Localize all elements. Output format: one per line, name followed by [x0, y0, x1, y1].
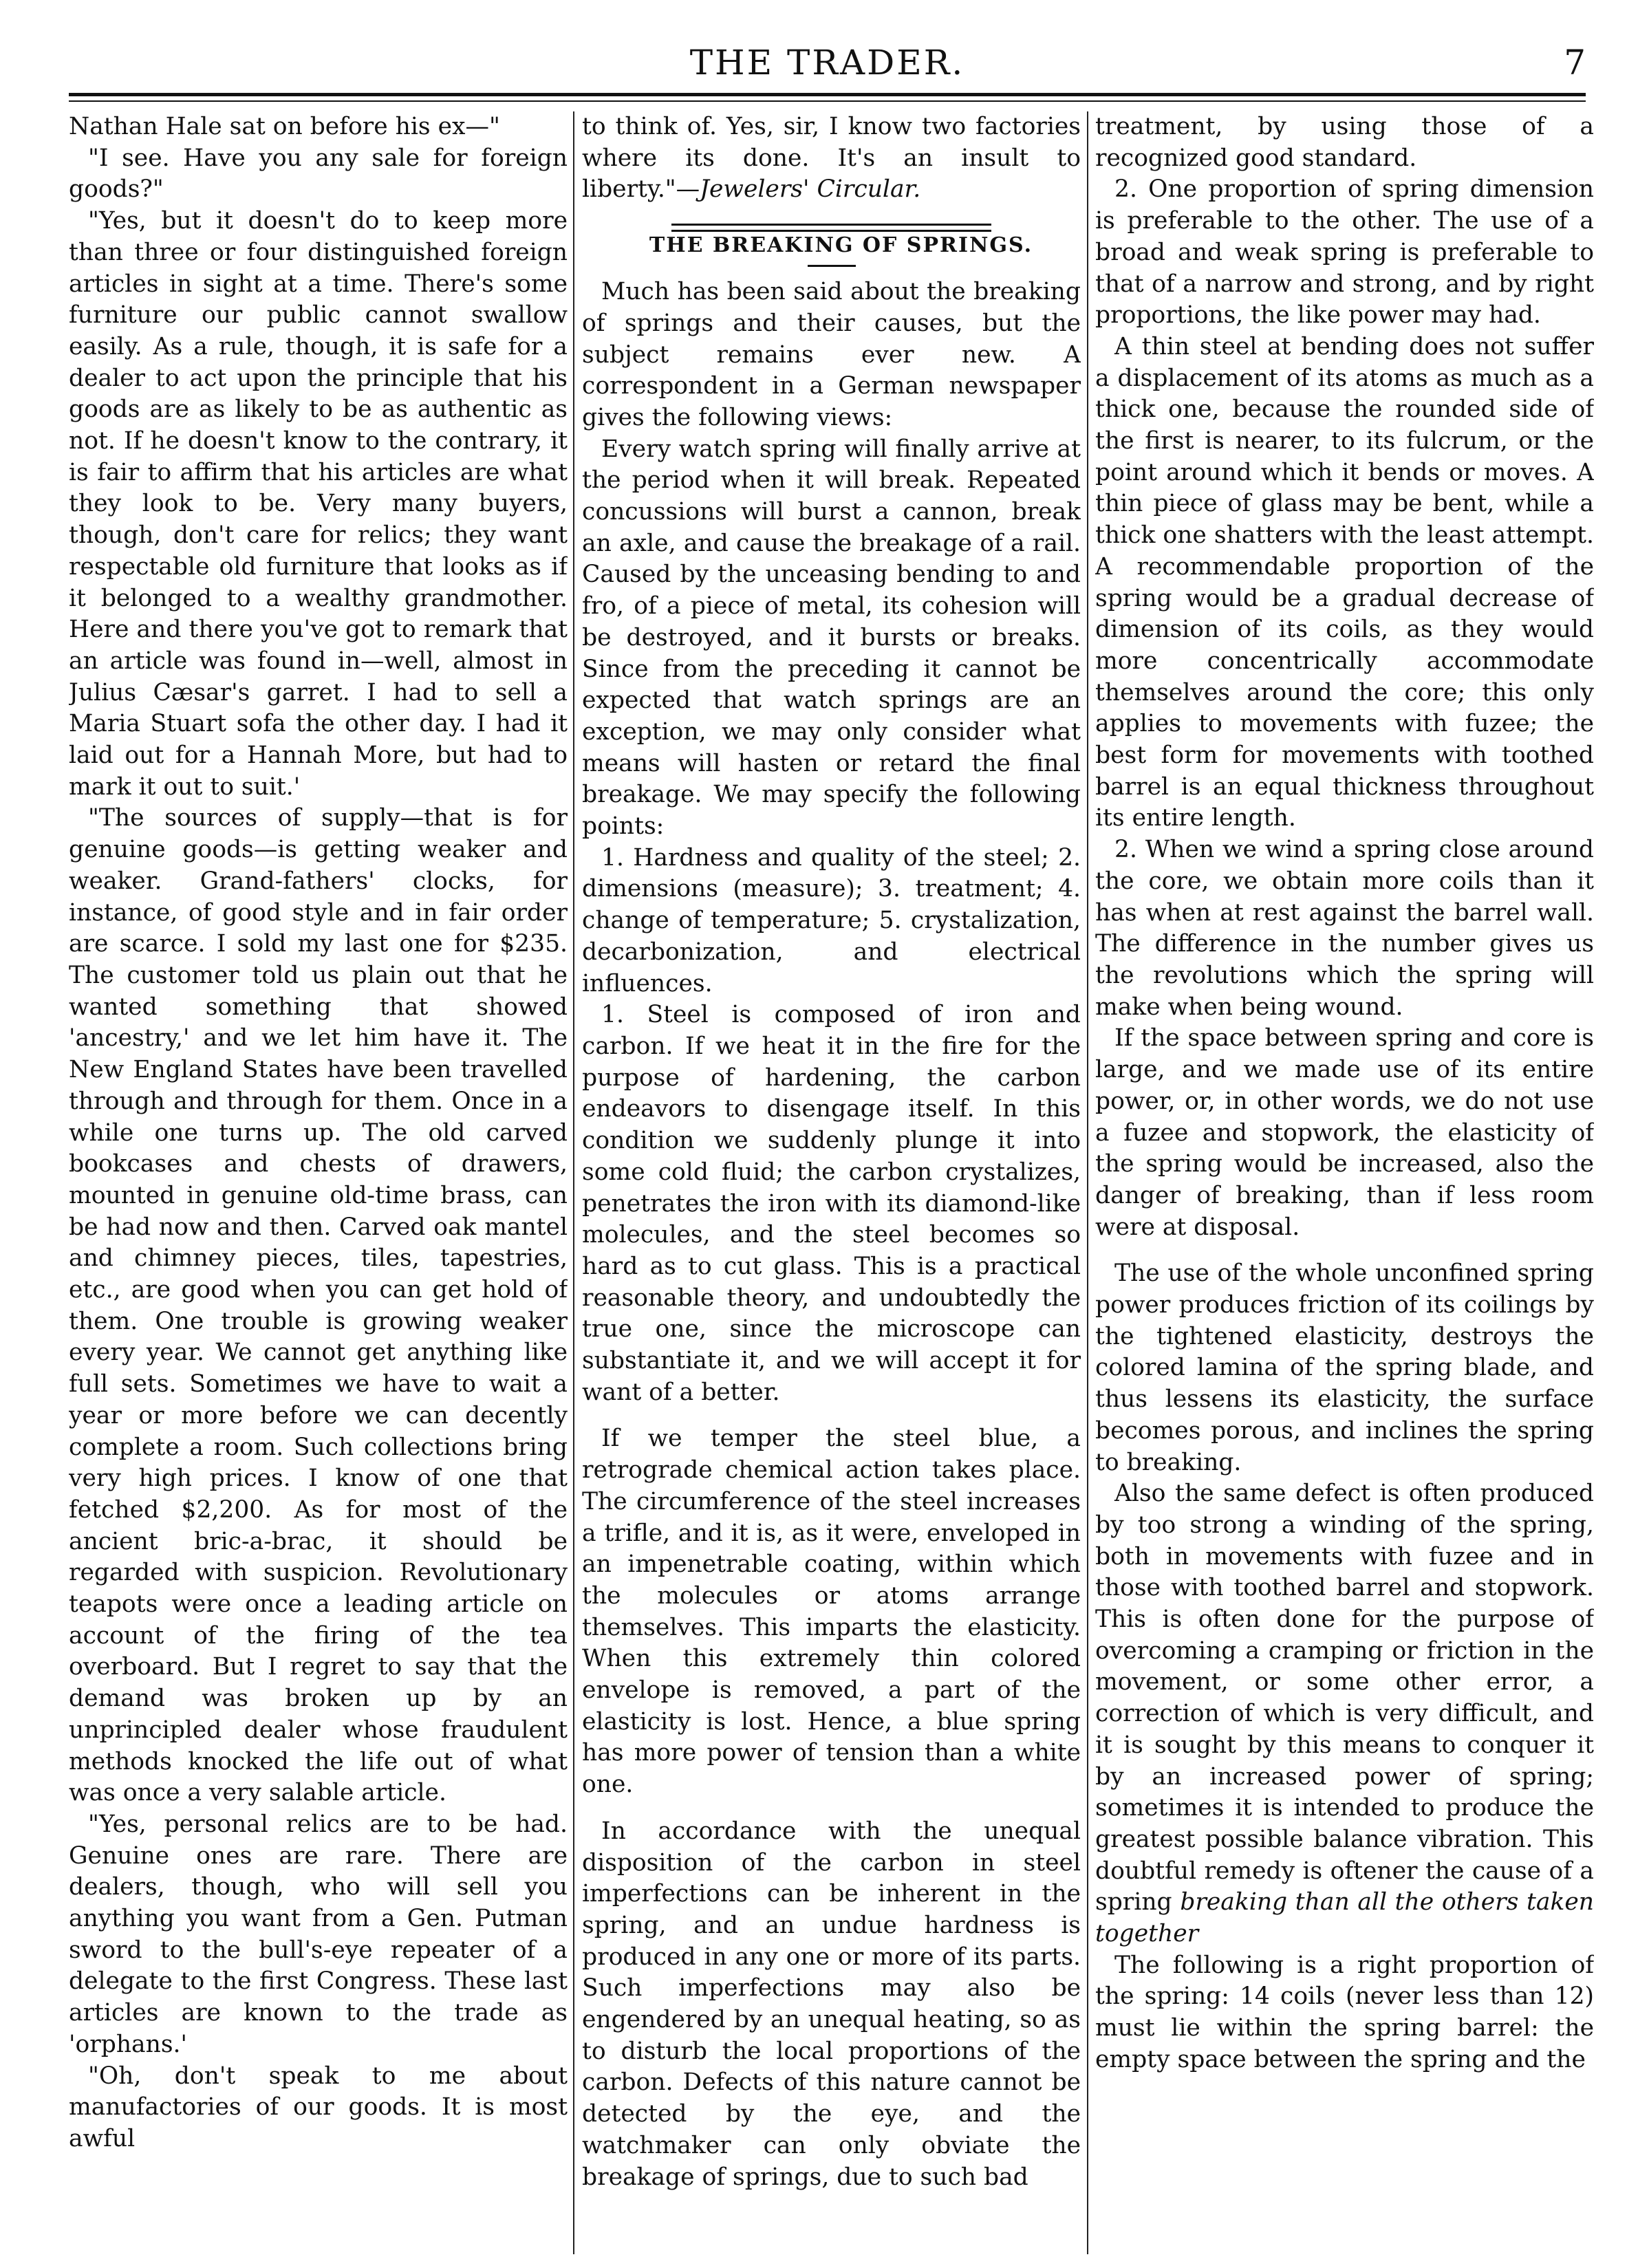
paragraph: 1. Hardness and quality of the steel; 2. dimensions (measure); 3. treatment; 4. change of temperature; 5. crystalization, decarbonization, and electrical influences. [582, 843, 1081, 997]
column-divider [573, 111, 574, 2254]
column-3 [1095, 111, 1594, 2254]
column-2 [582, 111, 1081, 2254]
paragraph: In accordance with the unequal disposition of the carbon in steel imperfections can be inherent in the spring, and an undue hardness is produced in any one or more of its parts. Such imperfections may also be engendered by an unequal heating, so as to disturb the local proportions of the carbon. Defects of this nature cannot be detected by the eye, and the watchmaker can only obviate the breakage of springs, due to such bad [582, 1817, 1081, 2191]
italic-text: breaking than all the others taken together [1095, 1888, 1594, 1948]
paragraph: "Oh, don't speak to me about manufactories of our goods. It is most awful [69, 2062, 568, 2152]
paragraph: 2. When we wind a spring close around the core, we obtain more coils than it has when at rest against the barrel wall. The difference in the number gives us the revolutions which the spring will make when being wound. [1095, 836, 1594, 1021]
paragraph: 2. One proportion of spring dimension is preferable to the other. The use of a broad and weak spring is preferable to that of a narrow and strong, and by right proportions, the like power may had. [1095, 175, 1594, 330]
section-separator [671, 224, 991, 232]
column-1 [69, 111, 568, 2254]
paragraph [1095, 1478, 1594, 1950]
paragraph: If the space between spring and core is large, and we made use of its entire power, or, in other words, we do not use a fuzee and stopwork, the elasticity of the spring would be increased, also the danger of breaking, than if less room were at disposal. [1095, 1024, 1594, 1241]
paragraph: Much has been said about the breaking of springs and their causes, but the subject remains ever new. A correspondent in a German newspaper gives the following views: [582, 278, 1081, 431]
quote-ending: to think of. Yes, sir, I know two factories where its done. It's an insult to liberty."— [582, 113, 1081, 204]
source-credit: Jewelers' Circular. [700, 175, 921, 204]
paragraph: Nathan Hale sat on before his ex—" [69, 113, 500, 140]
header-rule-thin [69, 100, 1586, 102]
paragraph: The following is a right proportion of the spring: 14 coils (never less than 12) must lie within the spring barrel: the empty space between the spring and the [1095, 1951, 1594, 2073]
paragraph: "Yes, personal relics are to be had. Genuine ones are rare. There are dealers, though, who will sell you anything you want from a Gen. Putman sword to the bull's-eye repeater of a delegate to the first Congress. These last articles are known to the trade as 'orphans.' [69, 1810, 568, 2058]
page-number: 7 [1564, 43, 1586, 83]
paragraph: Every watch spring will finally arrive at the period when it will break. Repeated concussions will burst a cannon, break an axle, and cause the breakage of a rail. Caused by the unceasing bending to and fro, of a piece of metal, its cohesion will be destroyed, and it bursts or breaks. Since from the preceding it cannot be expected that watch springs are an exception, we may only consider what means will hasten or retard the final breakage. We may specify the following points: [582, 435, 1081, 841]
paragraph: treatment, by using those of a recognized good standard. [1095, 113, 1594, 172]
article-title: THE BREAKING OF SPRINGS. [649, 233, 1033, 258]
header-rule-thick [69, 93, 1586, 96]
paragraph: If we temper the steel blue, a retrograde chemical action takes place. The circumference of the steel increases a trifle, and it is, as it were, enveloped in an impenetrable coating, within which the molecules or atoms arrange themselves. This imparts the elasticity. When this extremely thin colored envelope is removed, a part of the elasticity is lost. Hence, a blue spring has more power of tension than a white one. [582, 1425, 1081, 1799]
paragraph: "Yes, but it doesn't do to keep more than three or four distinguished foreign articles in sight at a time. There's some furniture our public cannot swallow easily. As a rule, though, it is safe for a dealer to act upon the principle that his goods are as likely to be as authentic as not. If he doesn't know to the contrary, it is fair to affirm that his articles are what they look to be. Very many buyers, though, don't care for relics; they want respectable old furniture that looks as if it belonged to a wealthy grandmother. Here and there you've got to remark that an article was found in—well, almost in Julius Cæsar's garret. I had to sell a Maria Stuart sofa the other day. I had it laid out for a Hannah More, but had to mark it out to suit.' [69, 207, 568, 801]
paragraph: The use of the whole unconfined spring power produces friction of its coilings by the tightened elasticity, destroys the colored lamina of the spring blade, and thus lessens its elasticity, the surface becomes porous, and inclines the spring to breaking. [1095, 1260, 1594, 1476]
paragraph: 1. Steel is composed of iron and carbon. If we heat it in the fire for the purpose of hardening, the carbon endeavors to disengage itself. In this condition we suddenly plunge it into some cold fluid; the carbon crystalizes, penetrates the iron with its diamond-like molecules, and the steel becomes so hard as to cut glass. This is a practical reasonable theory, and undoubtedly the true one, since the microscope can substantiate it, and we will accept it for want of a better. [582, 1001, 1081, 1406]
paragraph: "The sources of supply—that is for genuine goods—is getting weaker and weaker. Grand-fathers' clocks, for instance, of good style and in fair order are scarce. I sold my last one for $235. The customer told us plain out that he wanted something that showed 'ancestry,' and we let him have it. The New England States have been travelled through and through for them. Once in a while one turns up. The old carved bookcases and chests of drawers, mounted in genuine old-time brass, can be had now and then. Carved oak mantel and chimney pieces, tiles, tapestries, etc., are good when you can get hold of them. One trouble is growing weaker every year. We cannot get anything like full sets. Sometimes we have to wait a year or more before we can decently complete a room. Such collections bring very high prices. I know of one that fetched $2,200. As for most of the ancient bric-a-brac, it should be regarded with suspicion. Revolutionary teapots were once a leading article on account of the firing of the tea overboard. But I regret to say that the demand was broken up by an unprincipled dealer whose fraudulent methods knocked the life out of what was once a very salable article. [69, 804, 568, 1807]
paragraph: A thin steel at bending does not suffer a displacement of its atoms as much as a thick one, because the rounded side of the first is nearer, to its fulcrum, or the point around which it bends or moves. A thin piece of glass may be bent, while a thick one shatters with the least attempt. A recommendable proportion of the spring would be a gradual decrease of dimension of its coils, as they would more concentrically accommodate themselves around the core; this only applies to movements with fuzee; the best form for movements with toothed barrel is an equal thickness throughout its entire length. [1095, 332, 1594, 832]
paragraph-text: Also the same defect is often produced by too strong a winding of the spring, both in movements with fuzee and in those with toothed barrel and stopwork. This is often done for the purpose of overcoming a cramping or friction in the movement, or some other error, a correction of which is very difficult, and it is sought by this means to conquer it by an increased power of spring; sometimes it is intended to produce the greatest possible balance vibration. This doubtful remedy is oftener the cause of a spring [1095, 1480, 1594, 1916]
paragraph: "I see. Have you any sale for foreign goods?" [69, 144, 568, 204]
running-title: THE TRADER. [689, 43, 965, 83]
title-rule [808, 265, 856, 267]
page-header [69, 33, 1586, 95]
column-divider [1087, 111, 1088, 2254]
paragraph [582, 111, 1081, 206]
